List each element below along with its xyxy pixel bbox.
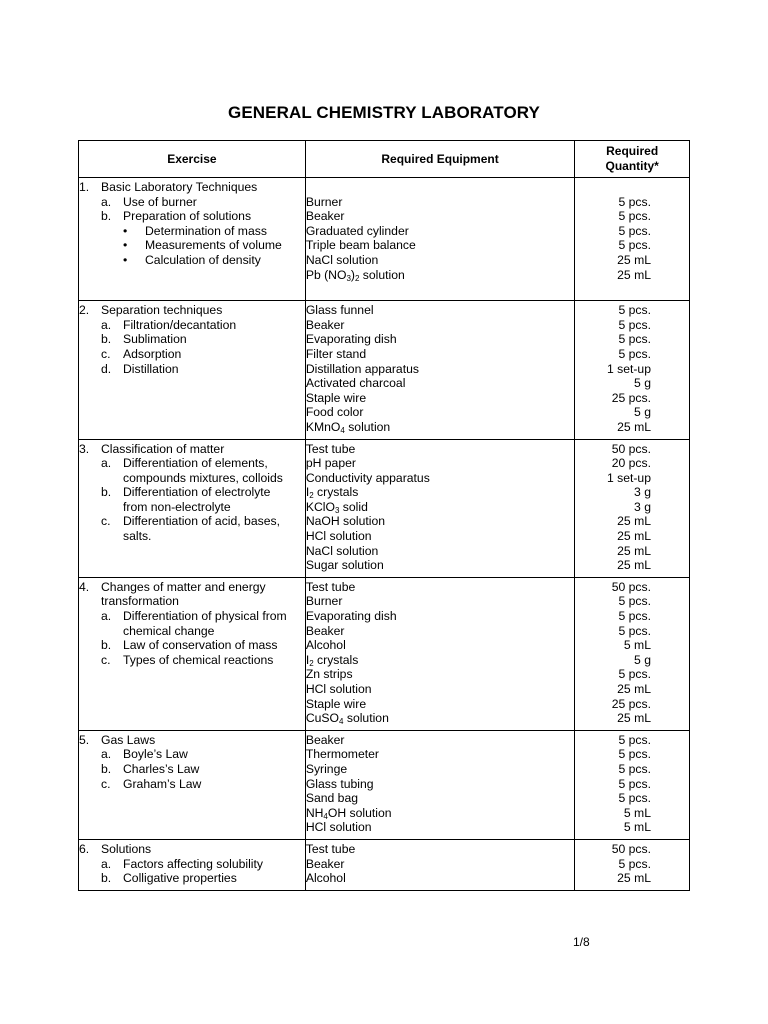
exercise-cell <box>79 178 306 301</box>
subitem-letter: c. <box>101 346 111 361</box>
header-quantity-line1: Required <box>606 144 659 159</box>
equipment-item: Sand bag <box>305 791 358 806</box>
quantity-cell <box>575 730 690 839</box>
exercise-title <box>79 580 305 595</box>
table-header-row <box>79 141 690 178</box>
subitem-text: Differentiation of electrolyte <box>123 485 271 500</box>
bullet-text: Measurements of volume <box>145 238 282 253</box>
quantity-value: 1 set-up <box>606 361 651 376</box>
quantity-value: 25 mL <box>617 514 651 529</box>
subitem-text: Differentiation of physical from <box>123 609 287 624</box>
subitem-text: Sublimation <box>123 332 187 347</box>
table-row <box>79 301 690 439</box>
exercise-subitem-continued: salts. <box>123 529 152 544</box>
exercise-bullet-item <box>79 238 305 253</box>
quantity-value: 5 pcs. <box>618 194 651 209</box>
exercise-subitem <box>79 362 305 377</box>
table-row <box>79 439 690 577</box>
exercise-title <box>79 733 305 748</box>
exercise-number: 6. <box>79 841 90 856</box>
exercise-subitem <box>79 857 305 872</box>
quantity-value: 1 set-up <box>606 470 651 485</box>
equipment-item: KMnO$_4$ solution <box>305 419 391 435</box>
exercise-number: 2. <box>79 303 90 318</box>
equipment-cell <box>305 839 575 890</box>
exercise-title-text: Changes of matter and energy <box>101 579 266 594</box>
subitem-letter: b. <box>101 332 112 347</box>
header-exercise: Exercise <box>79 141 306 178</box>
bullet-text: Determination of mass <box>145 223 267 238</box>
exercise-title <box>79 303 305 318</box>
equipment-item: Triple beam balance <box>305 238 416 253</box>
quantity-cell <box>575 839 690 890</box>
equipment-item: Activated charcoal <box>305 376 406 391</box>
table-row <box>79 839 690 890</box>
exercise-bullet-item <box>79 253 305 268</box>
subitem-letter: c. <box>101 776 111 791</box>
exercise-title <box>79 180 305 195</box>
equipment-item: Test tube <box>305 579 356 594</box>
quantity-value: 25 pcs. <box>611 696 651 711</box>
subitem-text: Differentiation of elements, <box>123 456 268 471</box>
quantity-value: 50 pcs. <box>611 841 651 856</box>
quantity-cell <box>575 301 690 439</box>
quantity-value: 25 mL <box>617 711 651 726</box>
subitem-letter: a. <box>101 856 112 871</box>
equipment-item: NaCl solution <box>305 543 379 558</box>
subitem-text: Graham’s Law <box>123 776 202 791</box>
exercise-subitem <box>79 347 305 362</box>
equipment-item: Syringe <box>305 761 348 776</box>
equipment-item: Pb $(NO_3)_2$ solution <box>305 267 405 283</box>
exercise-title-continued: transformation <box>101 594 179 609</box>
equipment-item: HCl solution <box>305 820 372 835</box>
equipment-item: NaCl solution <box>305 252 379 267</box>
equipment-item: Distillation apparatus <box>305 361 419 376</box>
subitem-text: Preparation of solutions <box>123 209 252 224</box>
exercise-title-text: Separation techniques <box>101 303 223 318</box>
subitem-letter: b. <box>101 761 112 776</box>
quantity-value: 5 pcs. <box>618 856 651 871</box>
quantity-value: 25 mL <box>617 558 651 573</box>
quantity-value: 5 pcs. <box>618 761 651 776</box>
subitem-letter: b. <box>101 871 112 886</box>
equipment-item: Filter stand <box>305 346 367 361</box>
bullet-text: Calculation of density <box>145 252 261 267</box>
header-equipment: Required Equipment <box>305 141 575 178</box>
subitem-letter: c. <box>101 514 111 529</box>
quantity-value: 5 pcs. <box>618 317 651 332</box>
subitem-text: Boyle’s Law <box>123 747 188 762</box>
subitem-text: Filtration/decantation <box>123 317 237 332</box>
table-body <box>79 178 690 891</box>
equipment-item: Beaker <box>305 732 345 747</box>
bullet-icon: • <box>123 238 128 253</box>
equipment-item: Test tube <box>305 841 356 856</box>
quantity-cell <box>575 178 690 301</box>
quantity-value: 5 pcs. <box>618 747 651 762</box>
equipment-item: Test tube <box>305 441 356 456</box>
table-row <box>79 178 690 301</box>
exercise-number: 3. <box>79 441 90 456</box>
subitem-letter: a. <box>101 456 112 471</box>
exercise-subitem <box>79 653 305 668</box>
quantity-value: 5 mL <box>623 805 651 820</box>
equipment-item: $NH_4OH$ solution <box>305 805 392 821</box>
equipment-item: Beaker <box>305 317 345 332</box>
exercise-title-text: Gas Laws <box>101 732 156 747</box>
exercise-title-text: Solutions <box>101 841 152 856</box>
exercise-number: 1. <box>79 180 90 194</box>
quantity-value: 5 mL <box>623 820 651 835</box>
quantity-value: 5 pcs. <box>618 223 651 238</box>
exercise-subitem <box>79 209 305 224</box>
exercise-subitem <box>79 762 305 777</box>
exercise-subitem <box>79 514 305 529</box>
equipment-item: Beaker <box>305 209 345 224</box>
exercise-title <box>79 842 305 857</box>
quantity-value: 5 pcs. <box>618 209 651 224</box>
equipment-item: Alcohol <box>305 871 346 886</box>
quantity-value: 5 pcs. <box>618 623 651 638</box>
quantity-value: 3 g <box>634 485 651 500</box>
header-quantity-line2: Quantity* <box>605 159 659 173</box>
subitem-text: Distillation <box>123 361 179 376</box>
exercise-cell <box>79 730 306 839</box>
subitem-text: Colligative properties <box>123 871 237 886</box>
exercise-bullet-item <box>79 224 305 239</box>
equipment-item: Conductivity apparatus <box>305 470 430 485</box>
quantity-value: 5 pcs. <box>618 238 651 253</box>
quantity-value: 5 pcs. <box>618 667 651 682</box>
exercise-subitem <box>79 485 305 500</box>
equipment-item: Thermometer <box>305 747 379 762</box>
exercise-title-text: Basic Laboratory Techniques <box>101 180 258 194</box>
quantity-value: 25 mL <box>617 419 651 434</box>
exercise-cell <box>79 577 306 730</box>
equipment-item: Staple wire <box>305 696 367 711</box>
quantity-value: 5 pcs. <box>618 609 651 624</box>
quantity-value: 5 g <box>634 652 651 667</box>
quantity-value: 20 pcs. <box>611 456 651 471</box>
quantity-value: 25 mL <box>617 543 651 558</box>
equipment-table <box>78 140 690 891</box>
quantity-value: 5 pcs. <box>618 732 651 747</box>
equipment-item: $I_2$ crystals <box>305 485 359 501</box>
quantity-value: 25 mL <box>617 871 651 886</box>
quantity-value: 5 pcs. <box>618 346 651 361</box>
subitem-text: Charles’s Law <box>123 761 200 776</box>
equipment-cell <box>305 439 575 577</box>
quantity-value: 25 pcs. <box>611 390 651 405</box>
equipment-cell <box>305 178 575 301</box>
subitem-letter: b. <box>101 209 112 224</box>
subitem-text: Types of chemical reactions <box>123 652 274 667</box>
subitem-letter: c. <box>101 652 111 667</box>
quantity-value: 50 pcs. <box>611 441 651 456</box>
subitem-text: Use of burner <box>123 194 197 209</box>
subitem-letter: a. <box>101 609 112 624</box>
exercise-subitem <box>79 456 305 471</box>
subitem-letter: b. <box>101 638 112 653</box>
equipment-item: Zn strips <box>305 667 353 682</box>
exercise-title-text: Classification of matter <box>101 441 225 456</box>
table-row <box>79 577 690 730</box>
subitem-text: Factors affecting solubility <box>123 856 263 871</box>
exercise-subitem-continued: compounds mixtures, colloids <box>123 470 283 485</box>
equipment-item: HCl solution <box>305 529 372 544</box>
exercise-subitem <box>79 609 305 624</box>
bullet-icon: • <box>123 252 128 267</box>
quantity-value: 5 pcs. <box>618 594 651 609</box>
quantity-value: 5 g <box>634 376 651 391</box>
page-title: GENERAL CHEMISTRY LABORATORY <box>228 103 540 122</box>
quantity-value: 3 g <box>634 499 651 514</box>
equipment-item: Evaporating dish <box>305 332 397 347</box>
equipment-cell <box>305 577 575 730</box>
equipment-item: Sugar solution <box>305 558 384 573</box>
exercise-subitem <box>79 871 305 886</box>
equipment-item: Burner <box>305 594 343 609</box>
equipment-item: KClO$_3$ solid <box>305 499 368 515</box>
exercise-title <box>79 442 305 457</box>
equipment-item: Glass funnel <box>305 303 374 318</box>
quantity-value: 5 pcs. <box>618 332 651 347</box>
exercise-cell <box>79 839 306 890</box>
exercise-subitem <box>79 638 305 653</box>
equipment-item: CuSO$_4$ solution <box>305 711 389 727</box>
equipment-item: pH paper <box>305 456 356 471</box>
equipment-item: Burner <box>305 194 343 209</box>
quantity-value: 50 pcs. <box>611 579 651 594</box>
quantity-value: 5 g <box>634 405 651 420</box>
quantity-value: 25 mL <box>617 267 651 282</box>
exercise-subitem <box>79 332 305 347</box>
subitem-letter: a. <box>101 194 112 209</box>
subitem-text: Differentiation of acid, bases, <box>123 514 280 529</box>
exercise-subitem <box>79 747 305 762</box>
exercise-subitem <box>79 777 305 792</box>
bullet-icon: • <box>123 223 128 238</box>
quantity-value: 5 pcs. <box>618 791 651 806</box>
exercise-subitem <box>79 318 305 333</box>
quantity-value: 5 mL <box>623 638 651 653</box>
exercise-number: 5. <box>79 732 90 747</box>
equipment-cell <box>305 730 575 839</box>
exercise-subitem <box>79 195 305 210</box>
equipment-item: Glass tubing <box>305 776 374 791</box>
page-number: 1/8 <box>573 935 590 949</box>
quantity-cell <box>575 577 690 730</box>
exercise-subitem-continued: chemical change <box>123 623 215 638</box>
equipment-item: Staple wire <box>305 390 367 405</box>
quantity-cell <box>575 439 690 577</box>
exercise-subitem-continued: from non-electrolyte <box>123 499 231 514</box>
subitem-letter: a. <box>101 317 112 332</box>
exercise-number: 4. <box>79 579 90 594</box>
equipment-item: NaOH solution <box>305 514 386 529</box>
equipment-item: Alcohol <box>305 638 346 653</box>
subitem-text: Adsorption <box>123 346 182 361</box>
subitem-letter: b. <box>101 485 112 500</box>
quantity-value: 5 pcs. <box>618 776 651 791</box>
equipment-item: Food color <box>305 405 364 420</box>
equipment-item: Beaker <box>305 856 345 871</box>
subitem-letter: d. <box>101 361 112 376</box>
equipment-item: $I_2$ crystals <box>305 652 359 668</box>
header-quantity <box>575 141 690 178</box>
equipment-item: Evaporating dish <box>305 609 397 624</box>
quantity-value: 25 mL <box>617 682 651 696</box>
equipment-item: HCl solution <box>305 682 372 696</box>
equipment-cell <box>305 301 575 439</box>
equipment-item: Graduated cylinder <box>305 223 409 238</box>
subitem-text: Law of conservation of mass <box>123 638 278 653</box>
equipment-item: Beaker <box>305 623 345 638</box>
quantity-value: 25 mL <box>617 252 651 267</box>
exercise-cell <box>79 301 306 439</box>
quantity-value: 5 pcs. <box>618 303 651 318</box>
quantity-value: 25 mL <box>617 529 651 544</box>
subitem-letter: a. <box>101 747 112 762</box>
table-row <box>79 730 690 839</box>
exercise-cell <box>79 439 306 577</box>
